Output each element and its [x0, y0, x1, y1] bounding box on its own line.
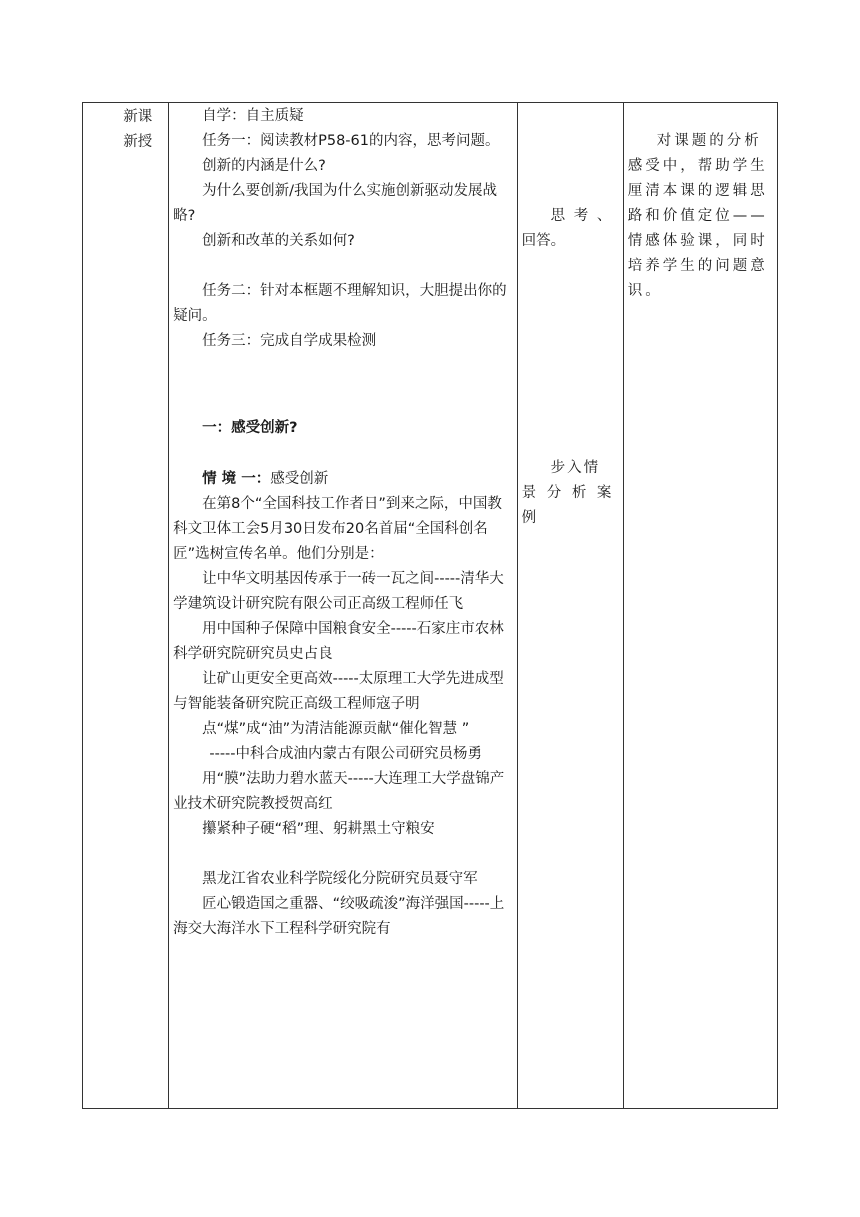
design-intent-text: 对课题的分析感受中，帮助学生厘清本课的逻辑思路和价值定位——情感体验课，同时培养学生的问题意识。	[627, 133, 768, 299]
scene-text: 感受创新	[270, 471, 329, 487]
craftsman-item-4-title: 点“煤”成“油”为清洁能源贡献“催化智慧 ”	[202, 721, 470, 737]
craftsman-item-6-name: 黑龙江省农业科学院绥化分院研究员聂守军	[202, 871, 478, 887]
stage-cell	[83, 103, 169, 1109]
content-cell	[169, 103, 518, 1109]
craftsman-item-1: 让中华文明基因传承于一砖一瓦之间-----清华大学建筑设计研究院有限公司正高级工程师任飞	[173, 571, 504, 612]
craftsman-item-6-title: 攥紧种子硬“稻”理、躬耕黑土守粮安	[202, 821, 435, 837]
lesson-plan-table	[82, 102, 778, 1109]
activity-1-line2: 回答。	[521, 233, 566, 249]
task-one: 任务一：阅读教材P58-61的内容，思考问题。	[202, 133, 500, 149]
section-title: 一：感受创新?	[202, 420, 298, 436]
craftsman-item-5: 用“膜”法助力碧水蓝天-----大连理工大学盘锦产业技术研究院教授贺高红	[173, 771, 505, 812]
craftsman-item-4-name: -----中科合成油内蒙古有限公司研究员杨勇	[209, 746, 483, 762]
stage-label-line1: 新课	[123, 109, 153, 125]
student-activity-cell	[517, 103, 623, 1109]
craftsman-item-2: 用中国种子保障中国粮食安全-----石家庄市农林科学研究院研究员史占良	[173, 621, 504, 662]
task-three: 任务三：完成自学成果检测	[202, 333, 377, 349]
table-row	[83, 103, 778, 1109]
scene-label: 情 境 一：	[202, 471, 271, 487]
question-2: 为什么要创新/我国为什么实施创新驱动发展战略?	[173, 183, 497, 224]
scene-one	[173, 467, 513, 492]
question-1: 创新的内涵是什么?	[202, 158, 326, 174]
craftsman-item-3: 让矿山更安全更高效-----太原理工大学先进成型与智能装备研究院正高级工程师寇子明	[173, 671, 504, 712]
activity-2-line1: 步入情	[550, 460, 601, 476]
design-intent-cell	[623, 103, 777, 1109]
craftsman-item-7: 匠心锻造国之重器、“绞吸疏浚”海洋强国-----上海交大海洋水下工程科学研究院有	[173, 896, 505, 937]
activity-2-line2: 景 分 析 案	[521, 485, 615, 501]
activity-2-line3: 例	[521, 510, 537, 526]
scene-intro: 在第8个“全国科技工作者日”到来之际，中国教科文卫体工会5月30日发布20名首届“全国科创名匠”选树宣传名单。他们分别是：	[173, 496, 502, 562]
stage-label-line2: 新授	[123, 134, 153, 150]
question-3: 创新和改革的关系如何?	[202, 233, 355, 249]
activity-1-line1: 思 考 、	[550, 208, 614, 224]
task-two: 任务二：针对本框题不理解知识，大胆提出你的疑问。	[173, 283, 507, 324]
self-study-heading: 自学：自主质疑	[202, 108, 304, 124]
